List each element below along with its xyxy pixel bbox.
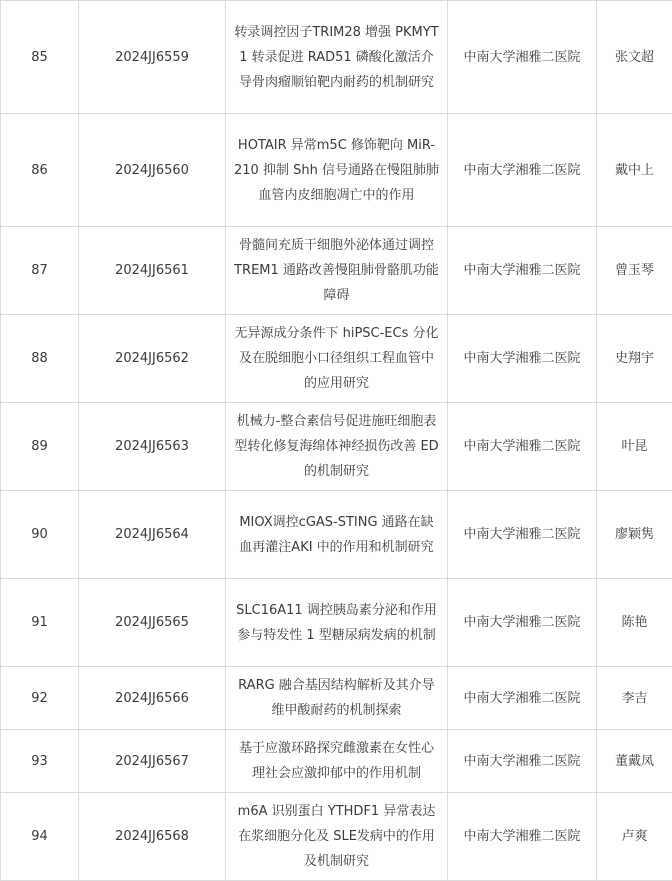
project-code: 2024JJ6561 — [79, 227, 226, 315]
project-code: 2024JJ6567 — [79, 730, 226, 793]
project-title: 转录调控因子TRIM28 增强 PKMYT1 转录促进 RAD51 磷酸化激活介导骨肉瘤顺铂靶内耐药的机制研究 — [226, 1, 448, 114]
row-number: 90 — [1, 491, 79, 579]
project-code: 2024JJ6566 — [79, 667, 226, 730]
project-title: 基于应激环路探究雌激素在女性心理社会应激抑郁中的作用机制 — [226, 730, 448, 793]
table-row — [1, 667, 672, 730]
row-number: 88 — [1, 315, 79, 403]
principal-investigator: 李吉 — [597, 667, 672, 730]
institution: 中南大学湘雅二医院 — [448, 730, 597, 793]
row-number: 87 — [1, 227, 79, 315]
table-row — [1, 491, 672, 579]
principal-investigator: 卢爽 — [597, 793, 672, 881]
project-title: m6A 识别蛋白 YTHDF1 异常表达在浆细胞分化及 SLE发病中的作用及机制研究 — [226, 793, 448, 881]
row-number: 86 — [1, 114, 79, 227]
table-row — [1, 579, 672, 667]
project-code: 2024JJ6559 — [79, 1, 226, 114]
row-number: 89 — [1, 403, 79, 491]
project-title: 无异源成分条件下 hiPSC-ECs 分化及在脱细胞小口径组织工程血管中的应用研究 — [226, 315, 448, 403]
row-number: 94 — [1, 793, 79, 881]
principal-investigator: 陈艳 — [597, 579, 672, 667]
table-row — [1, 315, 672, 403]
row-number: 85 — [1, 1, 79, 114]
project-title: HOTAIR 异常m5C 修饰靶向 MiR-210 抑制 Shh 信号通路在慢阻肺肺血管内皮细胞凋亡中的作用 — [226, 114, 448, 227]
project-code: 2024JJ6568 — [79, 793, 226, 881]
institution: 中南大学湘雅二医院 — [448, 114, 597, 227]
principal-investigator: 戴中上 — [597, 114, 672, 227]
table-row — [1, 793, 672, 881]
institution: 中南大学湘雅二医院 — [448, 227, 597, 315]
table-row — [1, 114, 672, 227]
project-title: MIOX调控cGAS-STING 通路在缺血再灌注AKI 中的作用和机制研究 — [226, 491, 448, 579]
table-row — [1, 1, 672, 114]
project-code: 2024JJ6563 — [79, 403, 226, 491]
principal-investigator: 曾玉琴 — [597, 227, 672, 315]
principal-investigator: 董戴凤 — [597, 730, 672, 793]
project-title: SLC16A11 调控胰岛素分泌和作用参与特发性 1 型糖尿病发病的机制 — [226, 579, 448, 667]
institution: 中南大学湘雅二医院 — [448, 793, 597, 881]
principal-investigator: 史翔宇 — [597, 315, 672, 403]
project-title: 骨髓间充质干细胞外泌体通过调控 TREM1 通路改善慢阻肺骨骼肌功能障碍 — [226, 227, 448, 315]
project-code: 2024JJ6564 — [79, 491, 226, 579]
project-title: 机械力-整合素信号促进施旺细胞表型转化修复海绵体神经损伤改善 ED 的机制研究 — [226, 403, 448, 491]
project-code: 2024JJ6562 — [79, 315, 226, 403]
row-number: 91 — [1, 579, 79, 667]
project-code: 2024JJ6560 — [79, 114, 226, 227]
project-code: 2024JJ6565 — [79, 579, 226, 667]
principal-investigator: 张文超 — [597, 1, 672, 114]
institution: 中南大学湘雅二医院 — [448, 403, 597, 491]
table-row — [1, 730, 672, 793]
project-title: RARG 融合基因结构解析及其介导维甲酸耐药的机制探索 — [226, 667, 448, 730]
row-number: 93 — [1, 730, 79, 793]
table-row — [1, 227, 672, 315]
institution: 中南大学湘雅二医院 — [448, 667, 597, 730]
principal-investigator: 叶昆 — [597, 403, 672, 491]
institution: 中南大学湘雅二医院 — [448, 315, 597, 403]
institution: 中南大学湘雅二医院 — [448, 491, 597, 579]
institution: 中南大学湘雅二医院 — [448, 579, 597, 667]
institution: 中南大学湘雅二医院 — [448, 1, 597, 114]
principal-investigator: 廖颖隽 — [597, 491, 672, 579]
row-number: 92 — [1, 667, 79, 730]
table-row — [1, 403, 672, 491]
